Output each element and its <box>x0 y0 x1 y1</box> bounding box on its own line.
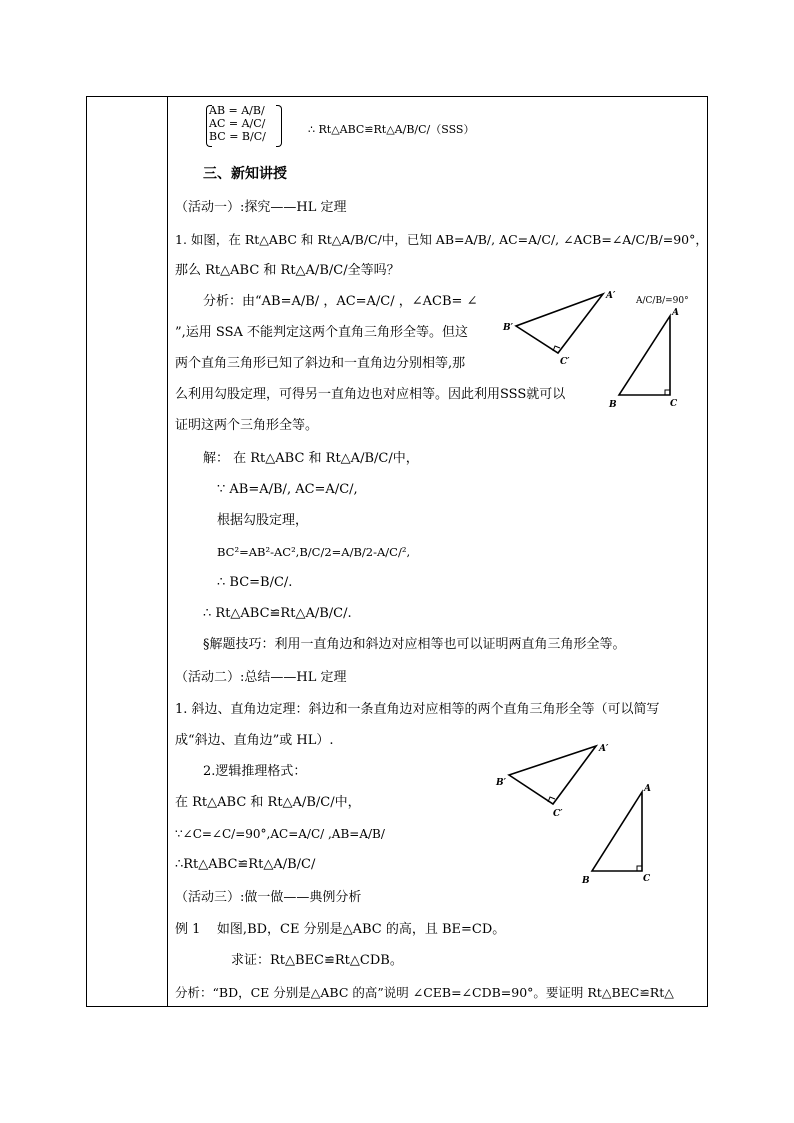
theorem-line: 成“斜边、直角边”或 HL）. <box>175 733 334 748</box>
label-b: B <box>582 876 590 886</box>
question-line: 1. 如图，在 Rt△ABC 和 Rt△A/B/C/中，已知 AB=A/B/, AC=A/C/, ∠ACB=∠A/C/B/=90°， <box>175 232 708 247</box>
analysis-line: 分析：“BD，CE 分别是△ABC 的高”说明 ∠CEB=∠CDB=90°。要证明 Rt△BEC≌Rt△ <box>175 985 674 1000</box>
analysis-line: ”,运用 SSA 不能判定这两个直角三角形全等。但这 <box>175 325 469 340</box>
example-line: 例 1 如图,BD，CE 分别是△ABC 的高，且 BE=CD。 <box>175 922 506 937</box>
label-b-prime: B′ <box>503 323 513 333</box>
column-divider <box>167 96 168 1007</box>
label-c: C <box>670 399 678 409</box>
triangle-abc <box>619 316 670 395</box>
label-a: A <box>644 784 651 794</box>
label-c: C <box>643 874 651 884</box>
analysis-line: 么利用勾股定理，可得另一直角边也对应相等。因此利用SSS就可以 <box>175 387 566 402</box>
format-line: 在 Rt△ABC 和 Rt△A/B/C/中， <box>175 795 361 810</box>
triangle-prime <box>516 294 603 353</box>
solution-line: ∴ BC=B/C/. <box>217 575 293 590</box>
triangle-abc <box>592 792 642 871</box>
triangle-figure-1 <box>498 287 698 412</box>
format-line: ∵∠C=∠C/=90°,AC=A/C/ ,AB=A/B/ <box>175 827 385 841</box>
solution-line: 解： 在 Rt△ABC 和 Rt△A/B/C/中， <box>203 451 419 466</box>
label-b-prime: B′ <box>496 778 506 788</box>
label-a-prime: A′ <box>606 291 616 301</box>
equation-line: AB = A/B/ <box>209 104 265 117</box>
solution-line: 根据勾股定理， <box>217 513 309 528</box>
activity2-heading: （活动二）:总结——HL 定理 <box>175 670 347 685</box>
equation-line: BC = B/C/ <box>209 130 266 143</box>
activity3-heading: （活动三）:做一做——典例分析 <box>175 890 362 905</box>
solution-line: ∴ Rt△ABC≌Rt△A/B/C/. <box>203 606 352 621</box>
right-brace <box>276 105 282 147</box>
label-a: A <box>672 308 679 318</box>
prove-line: 求证：Rt△BEC≌Rt△CDB。 <box>231 953 403 968</box>
analysis-line: 证明这两个三角形全等。 <box>175 418 319 433</box>
solution-line: ∵ AB=A/B/, AC=A/C/, <box>217 482 358 497</box>
analysis-line: 两个直角三角形已知了斜边和一直角边分别相等,那 <box>175 356 466 371</box>
label-c-prime: C′ <box>560 357 570 367</box>
equation-system <box>209 104 266 143</box>
format-title: 2.逻辑推理格式： <box>203 764 307 779</box>
equation-line: AC = A/C/ <box>209 117 266 130</box>
label-a-prime: A′ <box>599 744 609 754</box>
label-c-prime: C′ <box>553 809 563 819</box>
format-line: ∴Rt△ABC≌Rt△A/B/C/ <box>175 857 316 872</box>
solution-line: BC²=AB²-AC²,B/C/2=A/B/2-A/C/², <box>217 545 411 559</box>
triangle-prime <box>509 746 596 804</box>
analysis-line: 分析：由“AB=A/B/ ，AC=A/C/ ，∠ACB= ∠ <box>203 294 478 309</box>
question-line: 那么 Rt△ABC 和 Rt△A/B/C/全等吗？ <box>175 263 400 278</box>
solving-tip: §解题技巧：利用一直角边和斜边对应相等也可以证明两直角三角形全等。 <box>203 637 626 652</box>
label-b: B <box>609 400 617 410</box>
section-title: 三、新知讲授 <box>203 166 287 182</box>
triangle-figure-2 <box>493 740 693 890</box>
theorem-line: 1. 斜边、直角边定理：斜边和一条直角边对应相等的两个直角三角形全等（可以简写 <box>175 702 660 717</box>
activity1-heading: （活动一）:探究——HL 定理 <box>175 200 347 215</box>
overflow-text: A/C/B/=90° <box>636 296 689 306</box>
system-conclusion: ∴ Rt△ABC≌Rt△A/B/C/（SSS） <box>308 123 475 136</box>
